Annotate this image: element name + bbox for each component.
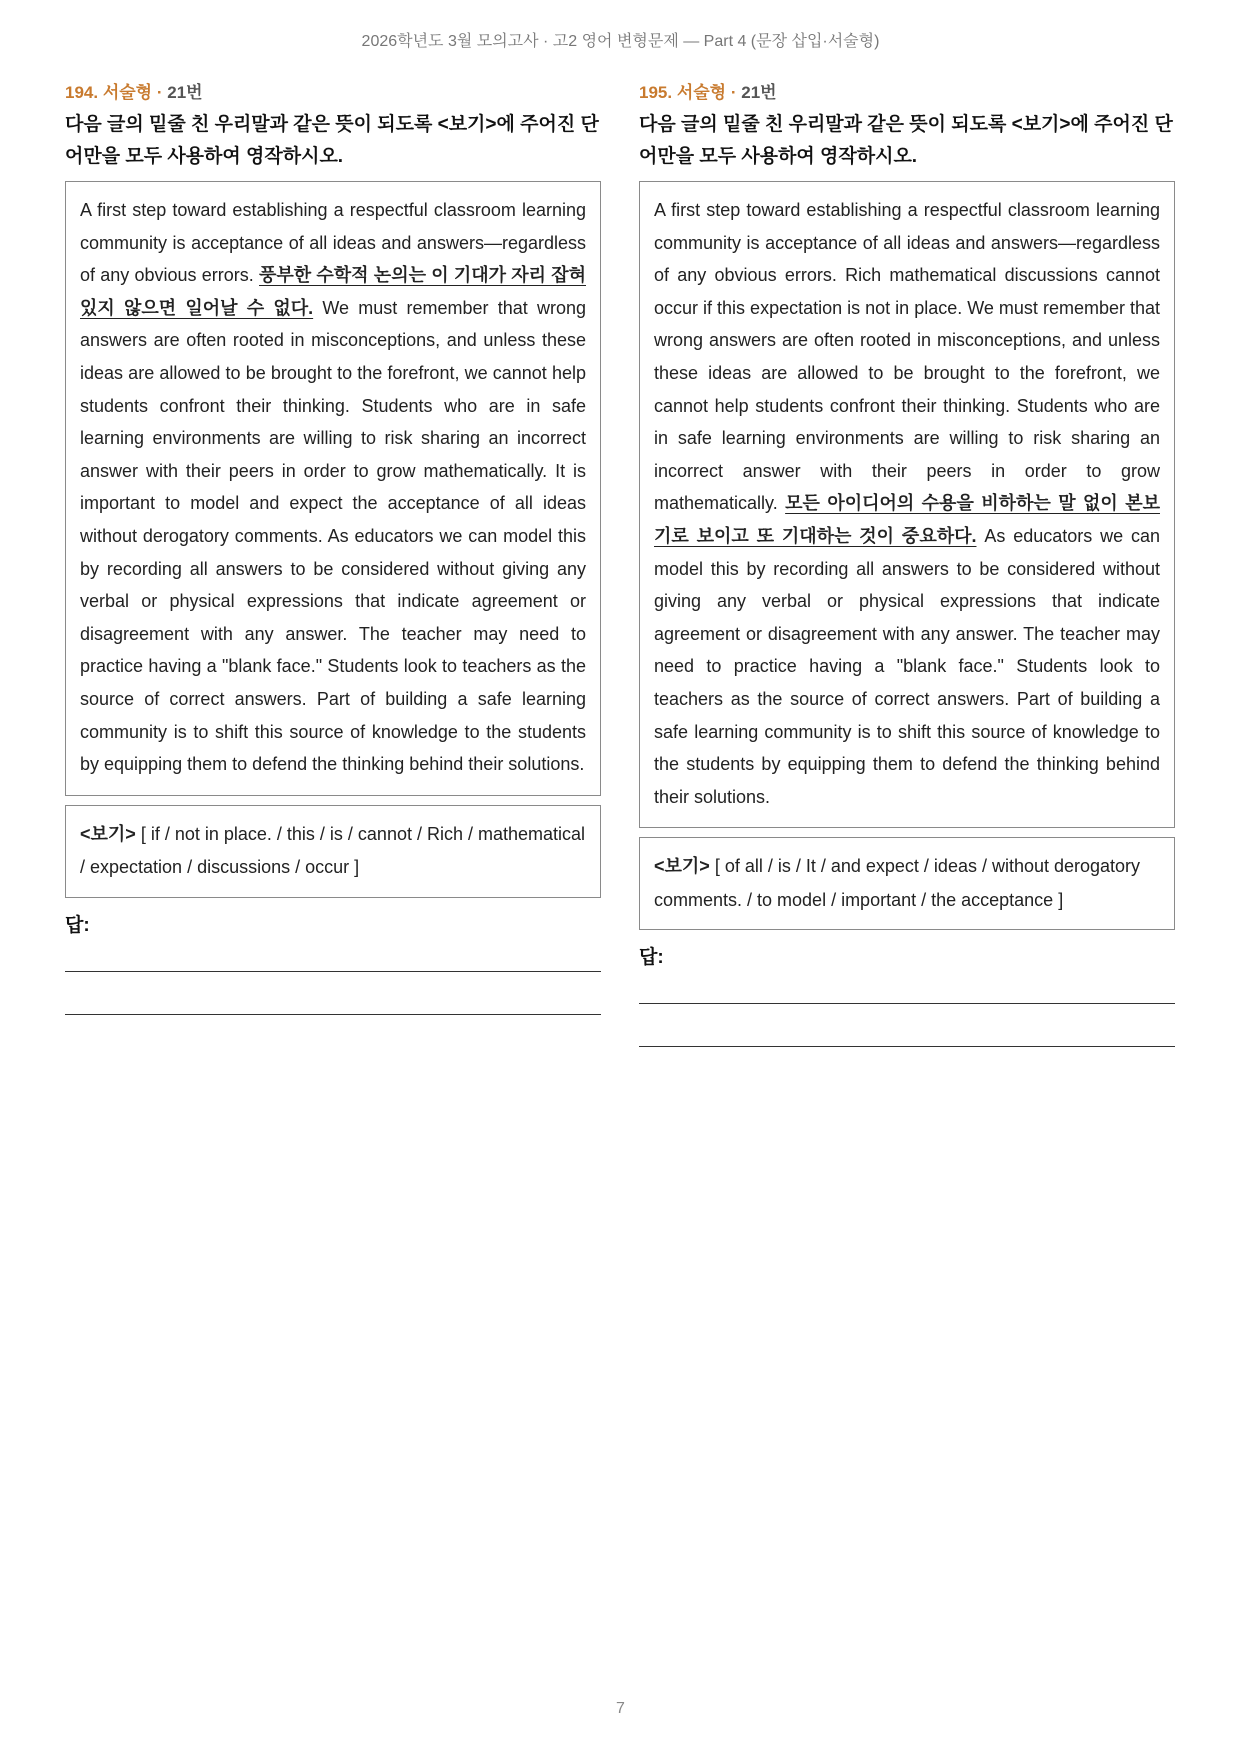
question-item: 21번 (741, 83, 777, 102)
answer-line[interactable] (639, 1046, 1175, 1047)
underlined-korean-sentence: 모든 아이디어의 수용을 비하하는 말 없이 본보기로 보이고 또 기대하는 것이 중요하다. (654, 493, 1160, 546)
passage-text-before: A first step toward establishing a respectful classroom learning community is acceptance of all ideas and answers—regardless of any obvious errors. (80, 200, 586, 286)
passage-text-after: As educators we can model this by recording all answers to be considered without giving any verbal or physical expressions that indicate agreement or disagreement with any answer. The teacher may need to practice having a "blank face." Students look to teachers as the source of correct answers. Part of building a safe learning community is to shift this source of knowledge to the students by equipping them to defend the thinking behind their solutions. (654, 525, 1160, 807)
passage-text-after: We must remember that wrong answers are often rooted in misconceptions, and unless these ideas are allowed to be brought to the forefront, we cannot help students confront their thinking. Students who are in safe learning environments are willing to risk sharing an incorrect answer with their peers in order to grow mathematically. It is important to model and expect the acceptance of all ideas without derogatory comments. As educators we can model this by recording all answers to be considered without giving any verbal or physical expressions that indicate agreement or disagreement with any answer. The teacher may need to practice having a "blank face." Students look to teachers as the source of correct answers. Part of building a safe learning community is to shift this source of knowledge to the students by equipping them to defend the thinking behind their solutions. (80, 297, 586, 775)
underlined-korean-sentence: 풍부한 수학적 논의는 이 기대가 자리 잡혀 있지 않으면 일어날 수 없다. (80, 265, 586, 318)
question-separator: · (730, 83, 737, 102)
bogi-words: [ of all / is / It / and expect / ideas / without derogatory comments. / to model / important / the acceptance ] (654, 856, 1141, 910)
question-separator: · (156, 83, 163, 102)
question-194 (65, 78, 601, 1015)
bogi-box (639, 837, 1175, 930)
answer-line[interactable] (639, 1003, 1175, 1004)
question-195 (639, 78, 1175, 1047)
question-type: 서술형 (102, 83, 153, 102)
answer-line[interactable] (65, 971, 601, 972)
answer-label: 답: (65, 914, 90, 936)
question-type: 서술형 (676, 83, 727, 102)
question-item: 21번 (167, 83, 203, 102)
answer-line[interactable] (65, 1014, 601, 1015)
bogi-label: <보기> (654, 856, 710, 877)
bogi-words: [ if / not in place. / this / is / cannot / Rich / mathematical / expectation / discussions / occur ] (80, 823, 586, 878)
page-number: 7 (616, 1700, 625, 1717)
question-heading (65, 78, 601, 103)
question-instruction: 다음 글의 밑줄 친 우리말과 같은 뜻이 되도록 <보기>에 주어진 단어만을 모두 사용하여 영작하시오. (639, 114, 1173, 167)
passage-box (65, 181, 601, 796)
bogi-label: <보기> (80, 823, 136, 844)
passage-box (639, 181, 1175, 828)
passage-text-before: A first step toward establishing a respectful classroom learning community is acceptance of all ideas and answers—regardless of any obvious errors. Rich mathematical discussions cannot occur if this expectation is not in place. We must remember that wrong answers are often rooted in misconceptions, and unless these ideas are allowed to be brought to the forefront, we cannot help students confront their thinking. Students who are in safe learning environments are willing to risk sharing an incorrect answer with their peers in order to grow mathematically. (654, 200, 1160, 514)
question-heading (639, 78, 1175, 103)
answer-label: 답: (639, 947, 664, 969)
question-number: 195. (639, 83, 673, 102)
question-instruction: 다음 글의 밑줄 친 우리말과 같은 뜻이 되도록 <보기>에 주어진 단어만을 모두 사용하여 영작하시오. (65, 114, 599, 167)
page-header: 2026학년도 3월 모의고사 · 고2 영어 변형문제 — Part 4 (문장 삽입·서술형) (361, 33, 880, 50)
bogi-box (65, 805, 601, 898)
question-number: 194. (65, 83, 99, 102)
